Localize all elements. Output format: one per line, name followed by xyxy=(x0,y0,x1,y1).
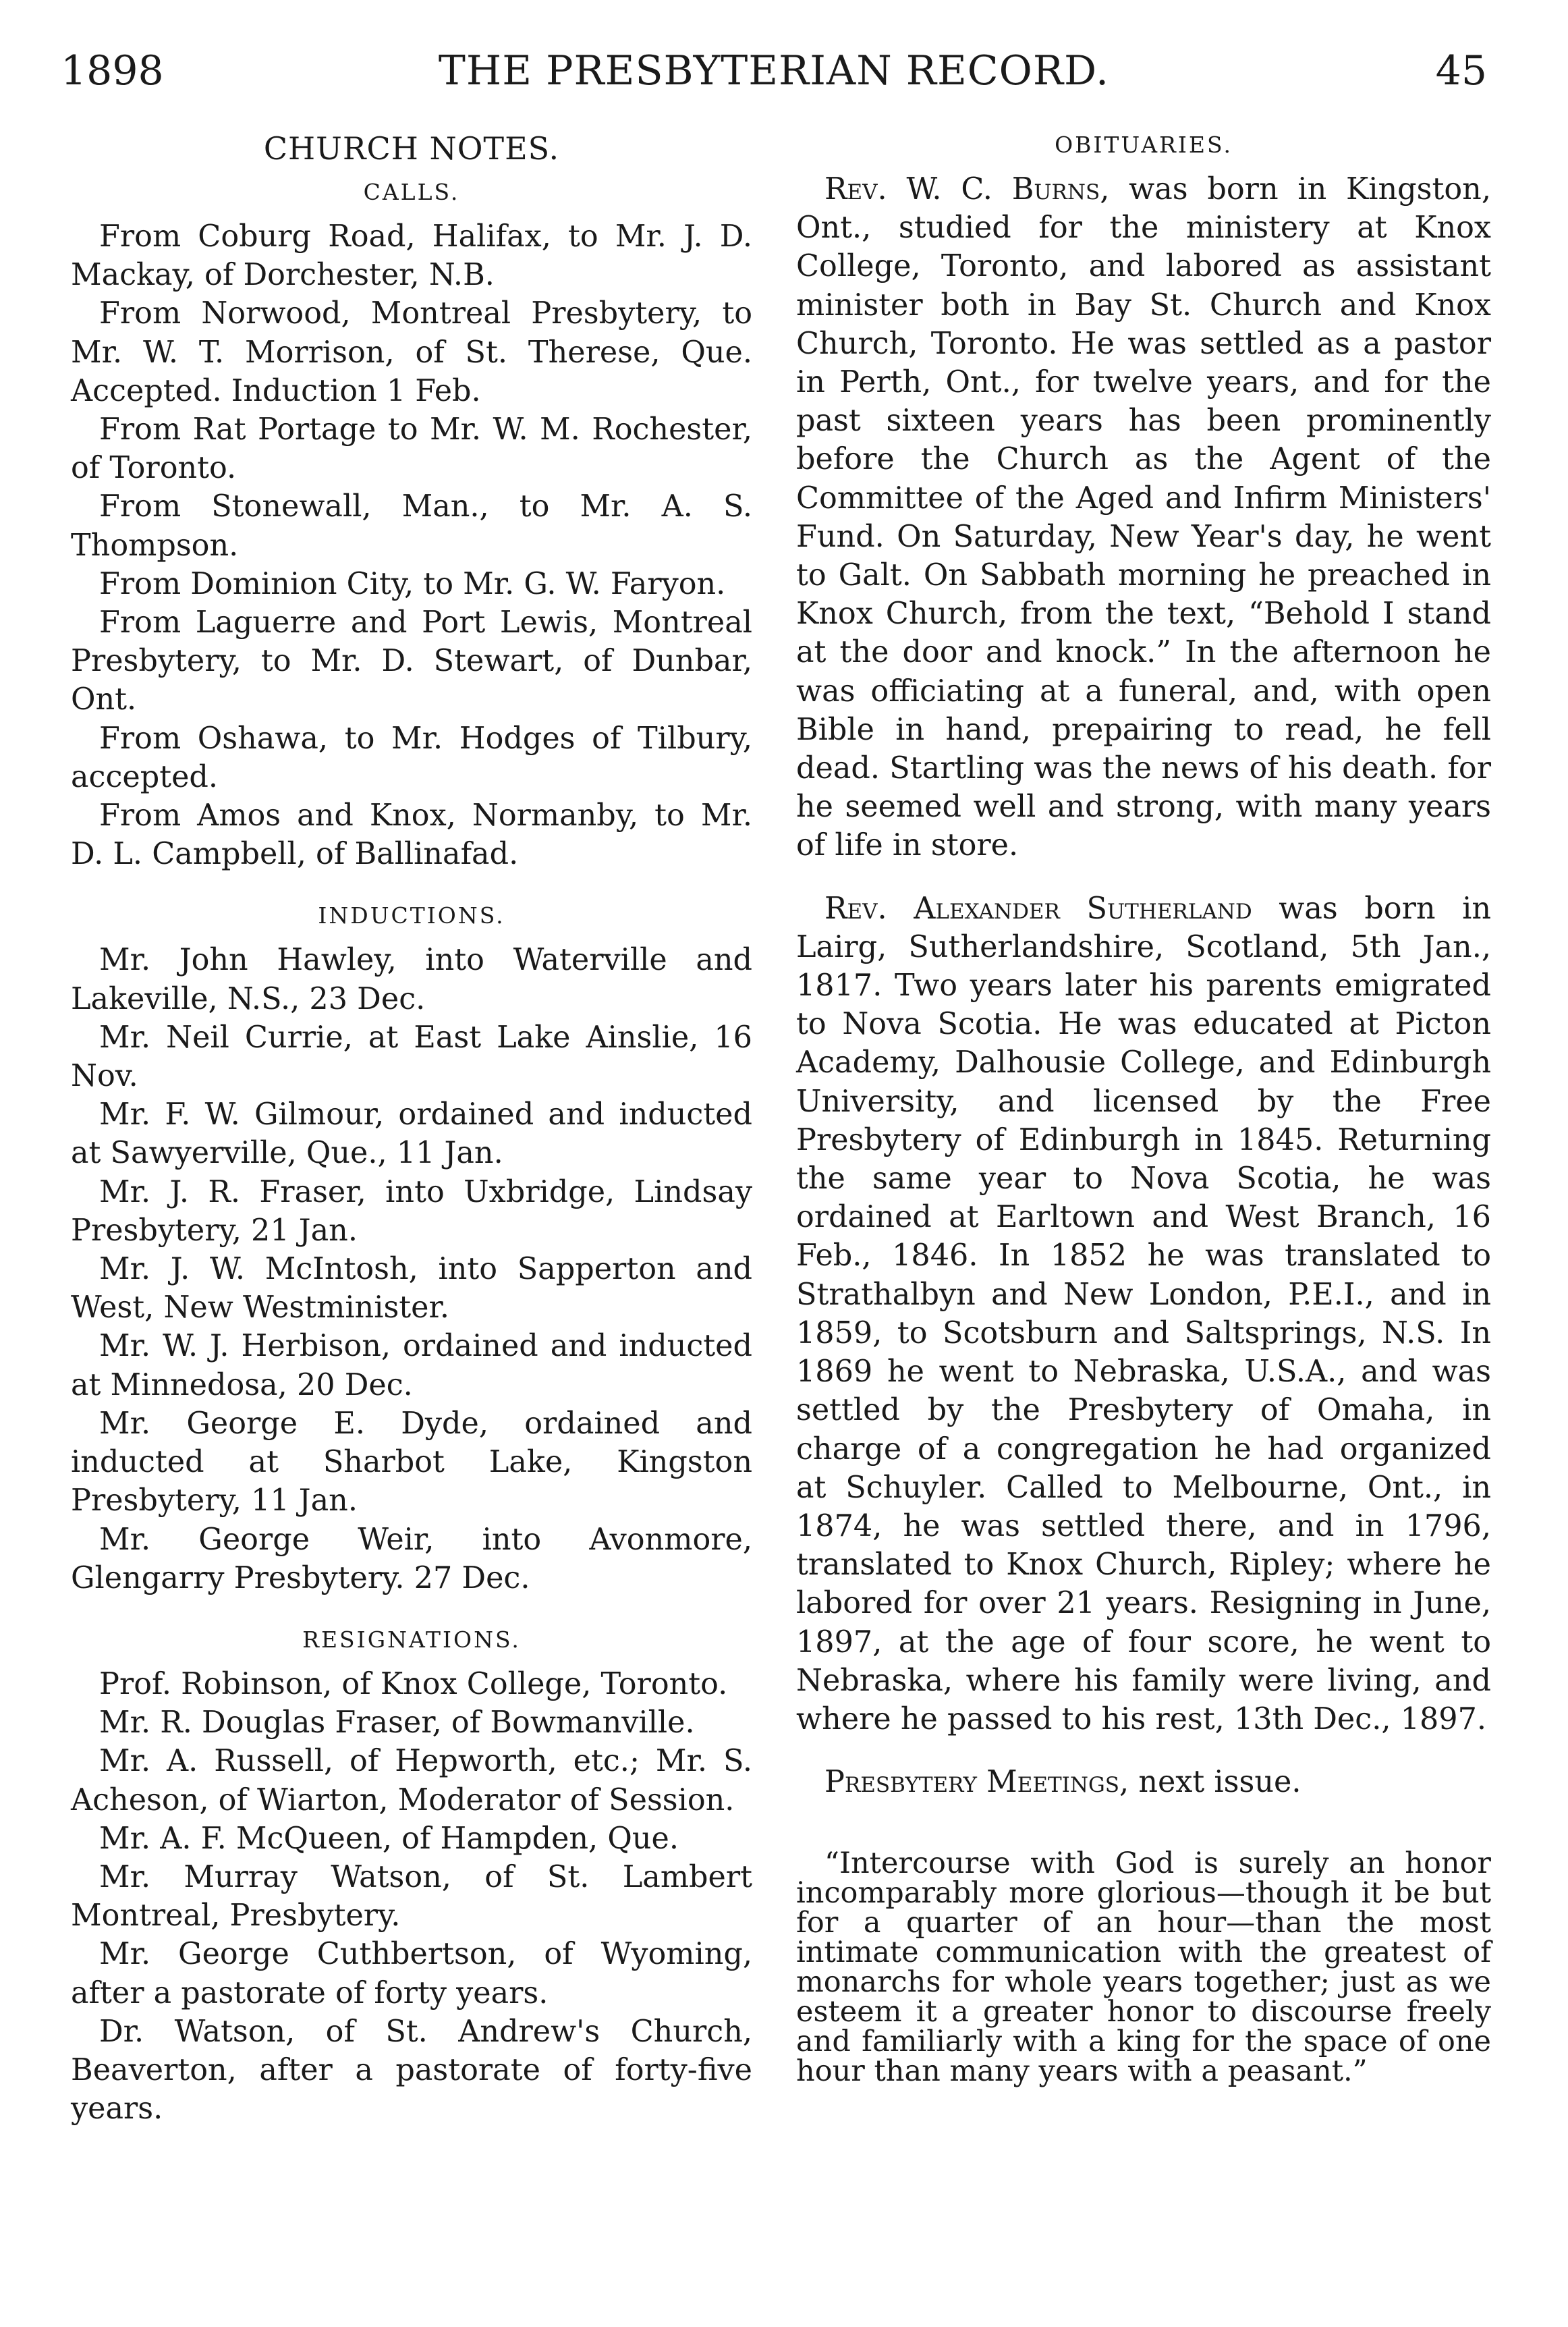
list-item: Mr. John Hawley, into Waterville and Lakeville, N.S., 23 Dec. xyxy=(71,943,752,1016)
running-head xyxy=(61,47,1487,108)
resignations-heading: RESIGNATIONS. xyxy=(302,1626,521,1653)
list-item: Mr. George E. Dyde, ordained and inducted at Sharbot Lake, Kingston Presbytery, 11 Jan. xyxy=(71,1406,752,1518)
list-item: Mr. Murray Watson, of St. Lambert Montreal, Presbytery. xyxy=(71,1859,752,1934)
list-item: From Rat Portage to Mr. W. M. Rochester, of Toronto. xyxy=(71,412,752,486)
left-column xyxy=(71,128,752,2128)
obituary-entry xyxy=(796,889,1491,1739)
presbytery-notice xyxy=(796,1763,1491,1801)
list-item: Mr. A. F. McQueen, of Hampden, Que. xyxy=(99,1821,679,1856)
header-title: THE PRESBYTERIAN RECORD. xyxy=(438,47,1110,94)
list-item: Mr. Neil Currie, at East Lake Ainslie, 16 Nov. xyxy=(71,1020,752,1094)
inductions-list xyxy=(71,941,752,1597)
presbytery-notice-rest: next issue. xyxy=(1129,1765,1301,1800)
list-item: Mr. R. Douglas Fraser, of Bowmanville. xyxy=(99,1705,695,1741)
list-item: From Dominion City, to Mr. G. W. Faryon. xyxy=(99,566,726,601)
header-year: 1898 xyxy=(61,47,164,94)
inductions-heading: INDUCTIONS. xyxy=(318,902,505,929)
list-item: Mr. A. Russell, of Hepworth, etc.; Mr. S. Acheson, of Wiarton, Moderator of Session. xyxy=(71,1744,752,1817)
resignations-list xyxy=(71,1665,752,2128)
calls-list xyxy=(71,217,752,873)
obituary-entry xyxy=(796,170,1491,865)
right-column xyxy=(796,128,1491,2089)
calls-heading: CALLS. xyxy=(363,179,460,205)
list-item: Dr. Watson, of St. Andrew's Church, Beaverton, after a pastorate of forty-five years. xyxy=(71,2014,752,2127)
list-item: Prof. Robinson, of Knox College, Toronto. xyxy=(99,1666,728,1701)
obituary-name: Rev. Alexander Sutherland xyxy=(824,891,1252,926)
obituaries-heading: OBITUARIES. xyxy=(1055,132,1233,158)
list-item: From Norwood, Montreal Presbytery, to Mr. W. T. Morrison, of St. Therese, Que. Accepted. Induction 1 Feb. xyxy=(71,296,752,408)
church-notes-title: CHURCH NOTES. xyxy=(263,130,560,167)
list-item: Mr. George Cuthbertson, of Wyoming, after a pastorate of forty years. xyxy=(71,1937,752,2010)
obituary-text: was born in Kingston, Ont., studied for the ministery at Knox College, Toronto, and labored as assistant minister both in Bay St. Church and Knox Church, Toronto. He was settled as a pastor in Perth, Ont., for twelve years, and for the past sixteen years has been prominently before the Church as the Agent of the Committee of the Aged and Infirm Ministers' Fund. On Saturday, New Year's day, he went to Galt. On Sabbath morning he preached in Knox Church, from the text, “Behold I stand at the door and knock.” In the afternoon he was officiating at a funeral, and, with open Bible in hand, prepairing to read, he fell dead. Startling was the news of his death. for he seemed well and strong, with many years of life in store. xyxy=(796,172,1491,863)
closing-quote: “Intercourse with God is surely an honor incomparably more glorious—though it be but for a quarter of an hour—than the most intimate communication with the greatest of monarchs for whole years together; just as we esteem it a greater honor to discourse freely and familiarly with a king for the space of one hour than many years with a peasant.” xyxy=(796,1846,1491,2089)
list-item: From Stonewall, Man., to Mr. A. S. Thompson. xyxy=(71,489,752,563)
list-item: From Amos and Knox, Normanby, to Mr. D. L. Campbell, of Ballinafad. xyxy=(71,798,752,872)
list-item: Mr. F. W. Gilmour, ordained and inducted at Sawyerville, Que., 11 Jan. xyxy=(71,1097,752,1171)
list-item: From Coburg Road, Halifax, to Mr. J. D. Mackay, of Dorchester, N.B. xyxy=(71,219,752,293)
list-item: From Laguerre and Port Lewis, Montreal Presbytery, to Mr. D. Stewart, of Dunbar, Ont. xyxy=(71,605,752,717)
list-item: From Oshawa, to Mr. Hodges of Tilbury, accepted. xyxy=(71,721,752,794)
obituary-text: was born in Lairg, Sutherlandshire, Scotland, 5th Jan., 1817. Two years later his parents emigrated to Nova Scotia. He was educated at Picton Academy, Dalhousie College, and Edinburgh University, and licensed by the Free Presbytery of Edinburgh in 1845. Returning the same year to Nova Scotia, he was ordained at Earltown and West Branch, 16 Feb., 1846. In 1852 he was translated to Strathalbyn and New London, P.E.I., and in 1859, to Scotsburn and Saltsprings, N.S. In 1869 he went to Nebraska, U.S.A., and was settled by the Presbytery of Omaha, in charge of a congregation he had organized at Schuyler. Called to Melbourne, Ont., in 1874, he was settled there, and in 1796, translated to Knox Church, Ripley; where he labored for over 21 years. Resigning in June, 1897, at the age of four score, he went to Nebraska, where his family were living, and where he passed to his rest, 13th Dec., 1897. xyxy=(796,891,1491,1736)
presbytery-notice-lead: Presbytery Meetings, xyxy=(824,1765,1129,1800)
header-page-number: 45 xyxy=(1435,47,1487,94)
list-item: Mr. W. J. Herbison, ordained and inducted at Minnedosa, 20 Dec. xyxy=(71,1329,752,1402)
list-item: Mr. J. W. McIntosh, into Sapperton and West, New Westminister. xyxy=(71,1252,752,1325)
list-item: Mr. George Weir, into Avonmore, Glengarry Presbytery. 27 Dec. xyxy=(71,1522,752,1595)
list-item: Mr. J. R. Fraser, into Uxbridge, Lindsay Presbytery, 21 Jan. xyxy=(71,1174,752,1248)
obituary-name: Rev. W. C. Burns, xyxy=(824,172,1110,207)
